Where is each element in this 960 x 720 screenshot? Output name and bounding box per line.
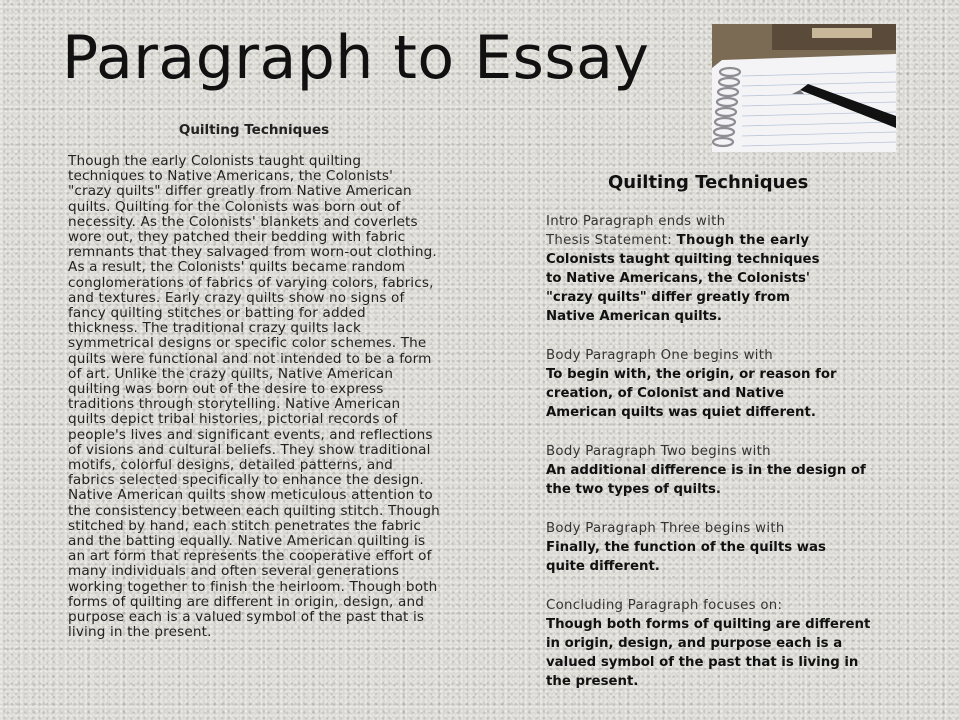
body-two-text: An additional difference is in the design of the two types of quilts. (546, 463, 866, 497)
slide-title: Paragraph to Essay (62, 23, 650, 93)
body-one-text: To begin with, the origin, or reason for creation, of Colonist and Native American quilts was quiet different. (546, 367, 837, 420)
thesis-line (546, 231, 886, 250)
conclusion-outline (546, 596, 886, 691)
outline-heading: Quilting Techniques (608, 172, 809, 193)
conclusion-text: Though both forms of quilting are different in origin, design, and purpose each is a valued symbol of the past that is living in the present. (546, 617, 871, 689)
essay-heading: Quilting Techniques (178, 122, 330, 138)
body-two-label: Body Paragraph Two begins with (546, 444, 771, 459)
body-two-outline (546, 442, 886, 499)
body-three-outline (546, 519, 886, 576)
conclusion-label: Concluding Paragraph focuses on: (546, 598, 783, 613)
essay-text-panel (68, 122, 440, 641)
body-one-outline (546, 346, 886, 422)
thesis-text-start: Though the early (676, 233, 810, 248)
body-three-label: Body Paragraph Three begins with (546, 521, 785, 536)
thesis-label: Thesis Statement: (546, 233, 677, 248)
intro-outline (546, 212, 886, 326)
notebook-pen-photo (712, 24, 896, 152)
essay-body: Though the early Colonists taught quilting techniques to Native Americans, the Colonists' "crazy quilts" differ greatly from Native American quilts. Quilting for the Colonists was born out of necessity. As the Colonists' blankets and coverlets wore out, they patched their bedding with fabric remnants that they salvaged from worn-out clothing. As a result, the Colonists' quilts became random conglomerations of fabrics of varying colors, fabrics, and textures. Early crazy quilts show no signs of fancy quilting stitches or batting for added thickness. The traditional crazy quilts lack symmetrical designs or specific color schemes. The quilts were functional and not intended to be a form of art. Unlike the crazy quilts, Native American quilting was born out of the desire to express traditions through storytelling. Native American quilts depict tribal histories, pictorial records of people's lives and significant events, and reflections of visions and cultural beliefs. They show traditional motifs, colorful designs, detailed patterns, and fabrics selected specifically to enhance the design. Native American quilts show meticulous attention to the consistency between each quilting stitch. Though stitched by hand, each stitch penetrates the fabric and the batting equally. Native American quilting is an art form that represents the cooperative effort of many individuals and often several generations working together to finish the heirloom. Though both forms of quilting are different in origin, design, and purpose each is a valued symbol of the past that is living in the present. (68, 153, 440, 641)
body-three-text: Finally, the function of the quilts was quite different. (546, 540, 826, 574)
body-one-label: Body Paragraph One begins with (546, 348, 773, 363)
thesis-text-rest: Colonists taught quilting techniques to Native Americans, the Colonists' "crazy quilts" differ greatly from Native American quilts. (546, 252, 820, 324)
intro-label: Intro Paragraph ends with (546, 214, 726, 229)
